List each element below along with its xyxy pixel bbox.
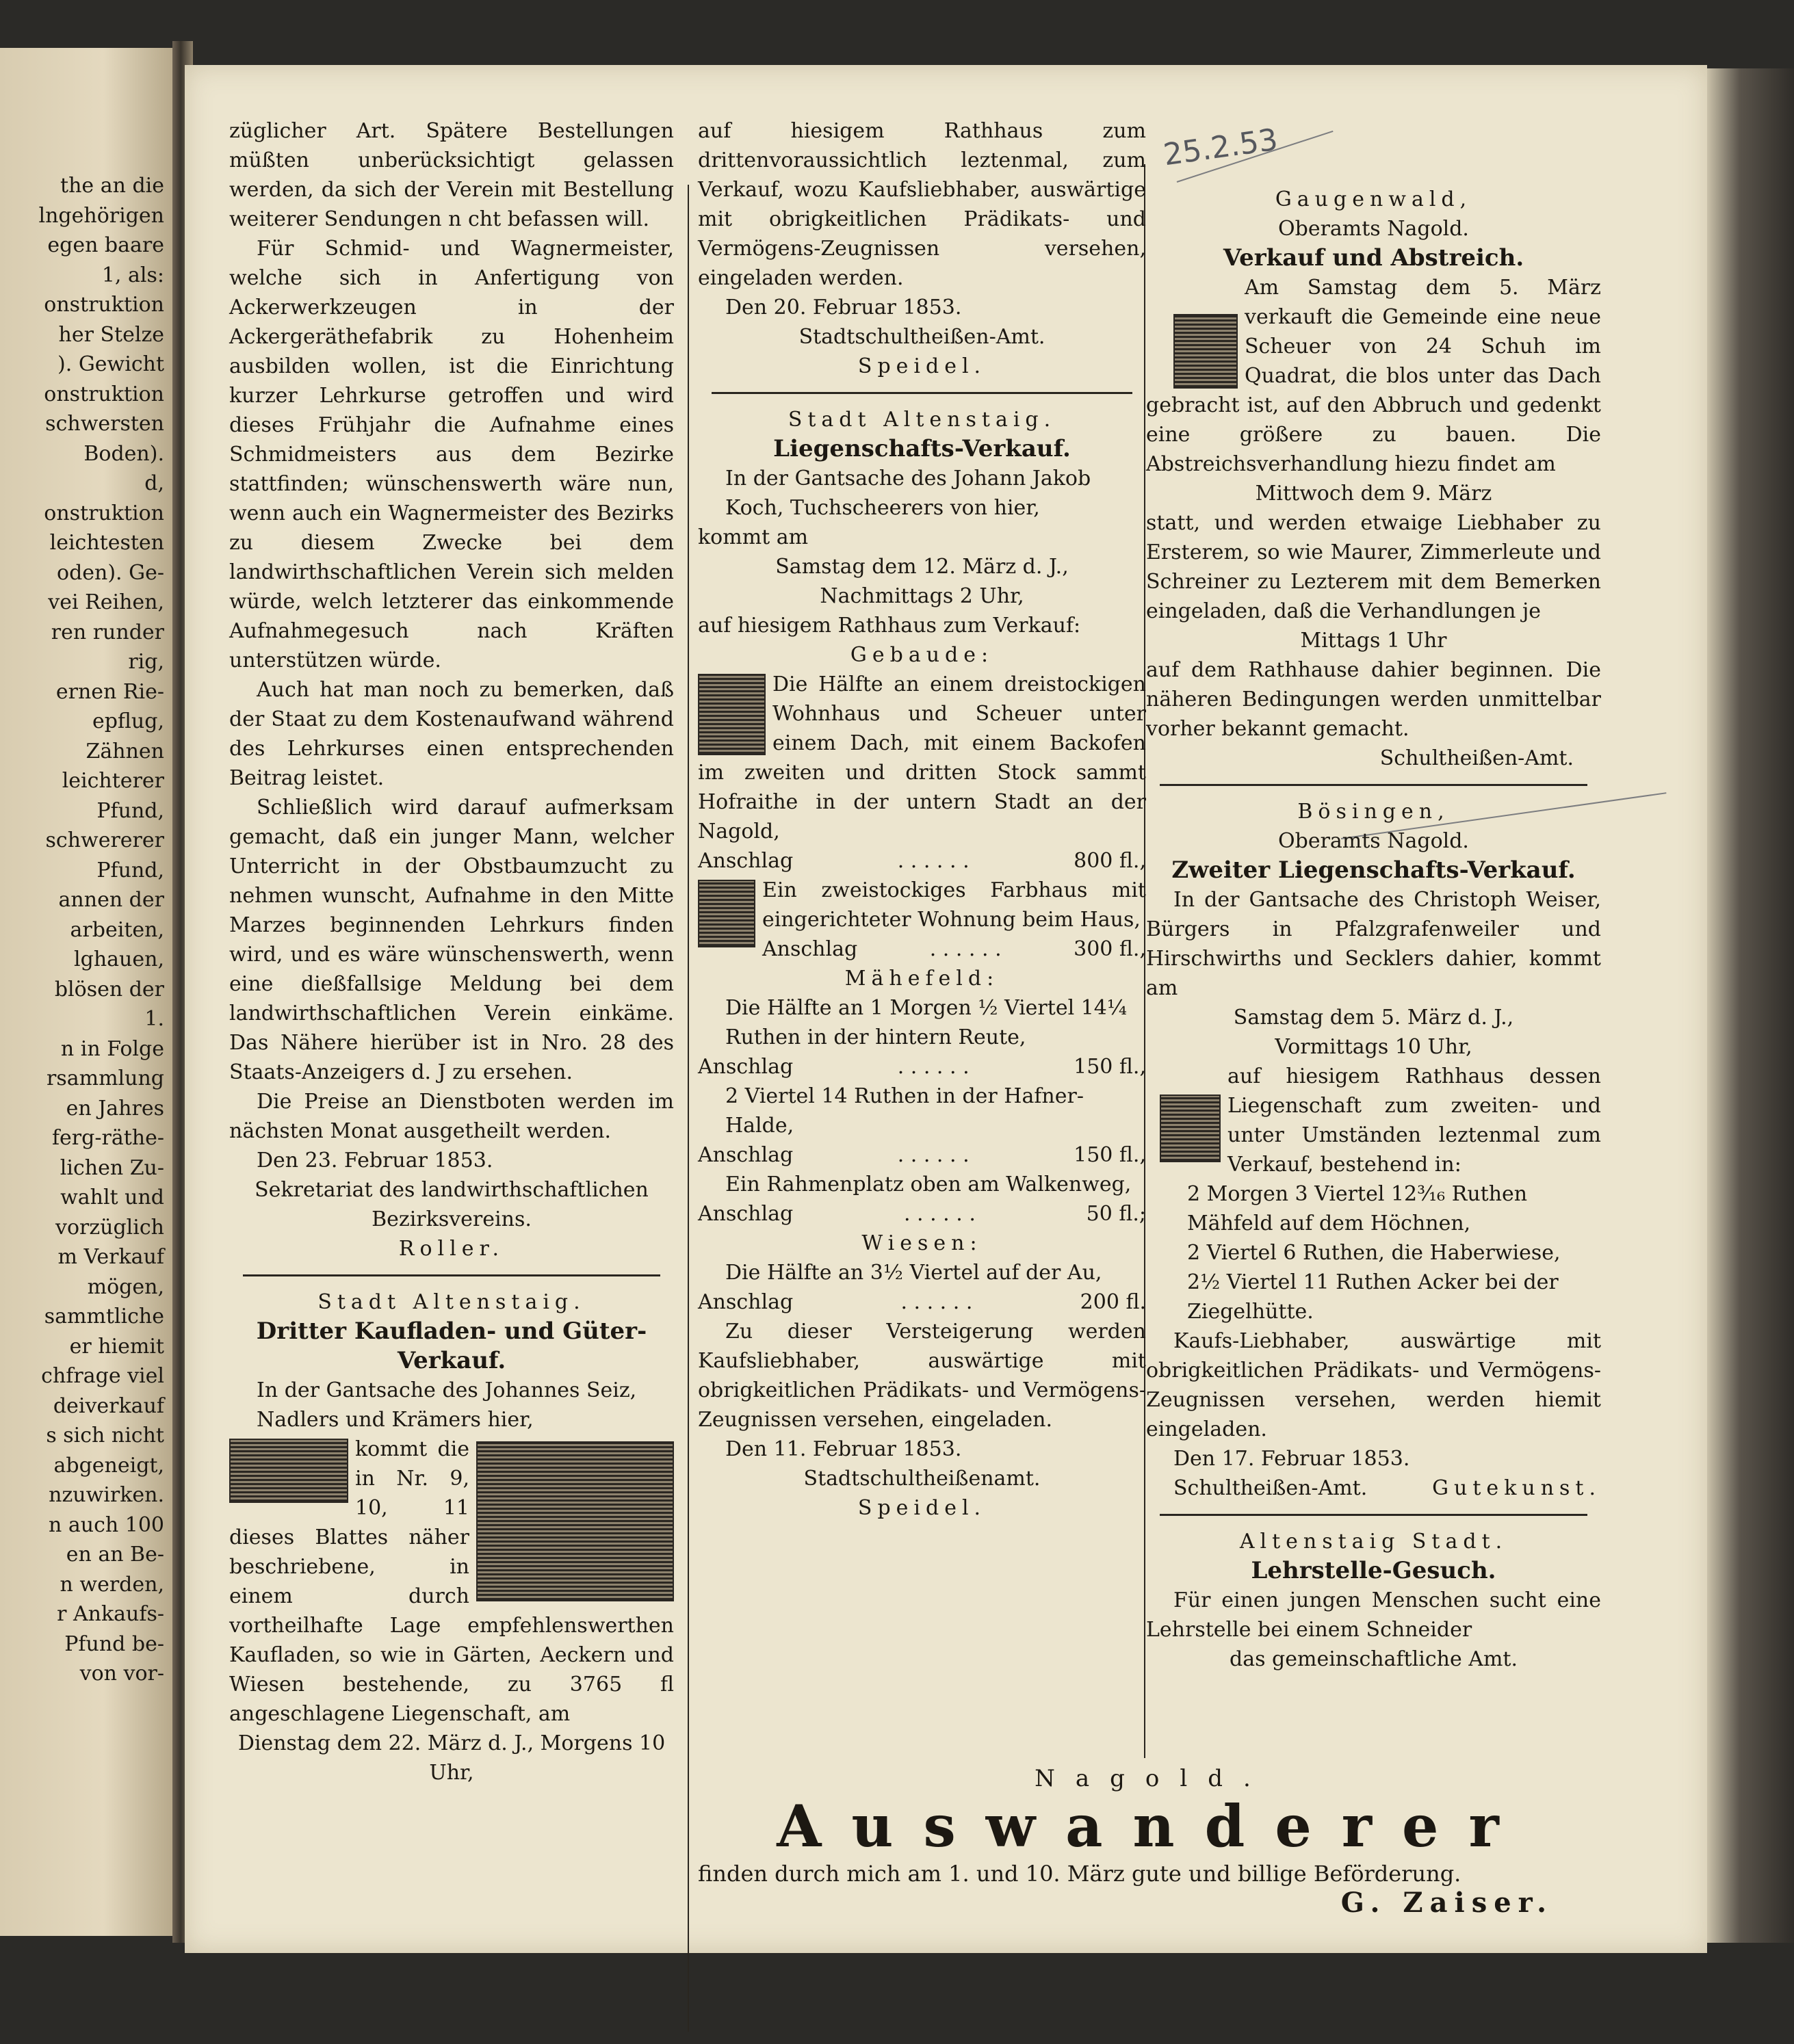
left-page-line: ). Gewicht xyxy=(57,352,164,376)
left-page-line: Pfund be- xyxy=(64,1632,164,1656)
column-3 xyxy=(1146,185,1601,1674)
left-page-line: onstruktion xyxy=(44,382,164,406)
signature-row xyxy=(1146,1473,1601,1503)
left-page-line: chfrage viel xyxy=(41,1364,164,1388)
divider xyxy=(243,1274,660,1276)
price-row: Anschlag . . . . . . 150 fl., xyxy=(698,1055,1146,1079)
price-row: Anschlag . . . . . . 200 fl. xyxy=(698,1290,1146,1314)
left-page-line: n auch 100 xyxy=(49,1512,164,1537)
paragraph: Zu dieser Versteigerung werden Kaufsliebhaber, auswärtige mit obrigkeitlichen Prädikats- und Vermögens-Zeugnissen versehen, eingeladen. xyxy=(698,1320,1146,1432)
left-page-line: leichtesten xyxy=(49,531,164,555)
woodcut-shop-image xyxy=(476,1441,674,1601)
paragraph: In der Gantsache des Christoph Weiser, Bürgers in Pfalzgrafenweiler und Hirschwirths und Secklers dahier, kommt am xyxy=(1146,888,1601,1000)
column-divider-1 xyxy=(688,185,689,2032)
section-heading: Wiesen: xyxy=(861,1231,983,1255)
left-page-line: 1, als: xyxy=(101,263,164,287)
left-page-line: ferg-räthe- xyxy=(51,1126,164,1150)
divider xyxy=(1160,784,1587,786)
item: Die Hälfte an 3½ Viertel auf der Au, xyxy=(725,1261,1102,1285)
signature-name: Speidel. xyxy=(857,1496,987,1520)
price-row: Anschlag . . . . . . 50 fl.; xyxy=(698,1202,1146,1226)
signature: Sekretariat des landwirthschaftlichen Bezirksvereins. xyxy=(255,1178,649,1231)
woodcut-hand-image xyxy=(229,1439,348,1503)
time-line: Nachmittags 2 Uhr, xyxy=(820,584,1024,608)
left-page-line: the an die xyxy=(60,174,164,198)
paragraph: Schließlich wird darauf aufmerksam gemacht, daß ein junger Mann, welcher Unterricht in der Obstbaumzucht zu nehmen wunscht, Aufnahme in den Mitte Marzes beginnenden Lehrkurs finden wird, und es wäre wünschenswerth, wenn eine dießfallsige Meldung bei dem landwirthschaftlichen Verein einkäme. Das Nähere hierüber ist in Nro. 28 des Staats-Anzeigers d. J zu ersehen. xyxy=(229,796,674,1084)
date-line: Samstag dem 5. März d. J., xyxy=(1233,1006,1514,1030)
paragraph: Auch hat man noch zu bemerken, daß der Staat zu dem Kostenaufwand während des Lehrkurses einen entsprechenden Beitrag leistet. xyxy=(229,678,674,790)
paragraph: Für einen jungen Menschen sucht eine Lehrstelle bei einem Schneider xyxy=(1146,1588,1601,1642)
left-page-line: von vor- xyxy=(79,1662,164,1686)
text: kommt am xyxy=(698,525,809,549)
left-page-line: deiverkauf xyxy=(53,1393,164,1418)
left-page-line: en an Be- xyxy=(66,1543,164,1567)
paragraph: züglicher Art. Spätere Bestellungen müßten unberücksichtigt gelassen werden, da sich der Verein mit Bestellung weiterer Sendungen n cht befassen will. xyxy=(229,119,674,231)
signature: Schultheißen-Amt. xyxy=(1173,1476,1368,1500)
left-page-line: onstruktion xyxy=(44,501,164,525)
ad-place: Altenstaig Stadt. xyxy=(1239,1530,1508,1554)
signature: das gemeinschaftliche Amt. xyxy=(1230,1647,1518,1671)
ad-district: Oberamts Nagold. xyxy=(1278,829,1469,853)
woodcut-barn-image xyxy=(1173,314,1238,389)
date: Den 23. Februar 1853. xyxy=(257,1149,493,1172)
ad-title: Lehrstelle-Gesuch. xyxy=(1251,1557,1496,1584)
text: auf hiesigem Rathhaus zum Verkauf: xyxy=(698,614,1081,638)
ad-place: Gaugenwald, xyxy=(1275,187,1472,211)
left-page-line: vorzüglich xyxy=(55,1215,164,1240)
date: Den 20. Februar 1853. xyxy=(725,296,962,319)
left-page-line: ernen Rie- xyxy=(55,679,164,704)
left-page-line: s sich nicht xyxy=(46,1424,164,1447)
left-page-text xyxy=(0,171,171,1689)
left-page-line: 1. xyxy=(144,1007,164,1031)
left-page-line: rig, xyxy=(128,650,164,674)
woodcut-sign-image xyxy=(1160,1095,1221,1162)
left-page-line: n werden, xyxy=(60,1572,164,1597)
ad-body: finden durch mich am 1. und 10. März gute und billige Beförderung. xyxy=(698,1861,1461,1887)
price-row: Anschlag . . . . . . 300 fl., xyxy=(762,937,1146,961)
left-page-line: onstruktion xyxy=(44,293,164,317)
left-page-line: d, xyxy=(144,471,164,495)
ad-title: Dritter Kaufladen- und Güter-Verkauf. xyxy=(256,1318,647,1374)
date: Den 17. Februar 1853. xyxy=(1173,1447,1410,1471)
left-page-line: vei Reihen, xyxy=(48,590,164,614)
ad-title: Liegenschafts-Verkauf. xyxy=(773,435,1071,462)
ad-intro: In der Gantsache des Johann Jakob Koch, Tuchscheerers von hier, xyxy=(725,467,1091,520)
paragraph: Die Preise an Dienstboten werden im nächsten Monat ausgetheilt werden. xyxy=(229,1090,674,1143)
price-row: Anschlag . . . . . . 800 fl., xyxy=(698,849,1146,873)
left-page-line: r Ankaufs- xyxy=(57,1602,164,1626)
left-page-line: Boden). xyxy=(83,441,164,466)
left-page-line: Zähnen xyxy=(86,739,164,763)
left-page-line: schwersten xyxy=(45,412,164,436)
left-page-line: epflug, xyxy=(92,709,164,733)
item: 2 Viertel 14 Ruthen in der Hafner-Halde, xyxy=(725,1084,1084,1138)
ad-place: Bösingen, xyxy=(1297,800,1450,824)
ad-title: Zweiter Liegenschafts-Verkauf. xyxy=(1171,856,1576,884)
left-page-line: oden). Ge- xyxy=(57,560,164,585)
signature-name: Speidel. xyxy=(857,354,987,378)
paragraph: Am Samstag dem 5. März verkauft die Gemeinde eine neue Scheuer von 24 Schuh im Quadrat, die blos unter das Dach gebracht ist, auf den Abbruch und gedenkt eine größere zu bauen. Die Abstreichsverhandlung hiezu findet am xyxy=(1146,276,1601,476)
date-line: Samstag dem 12. März d. J., xyxy=(775,555,1069,579)
date: Den 11. Februar 1853. xyxy=(725,1437,962,1461)
signature: Stadtschultheißen-Amt. xyxy=(798,325,1045,349)
ad-date: Dienstag dem 22. März d. J., Morgens 10 Uhr, xyxy=(237,1731,666,1785)
date-line: Mittwoch dem 9. März xyxy=(1255,482,1492,506)
ad-body: kommt die in Nr. 9, 10, 11 dieses Blattes näher beschriebene, in einem durch vortheilhafte Lage empfehlenswerthen Kaufladen, so wie in Gärten, Aeckern und Wiesen bestehende, zu 3765 fl angeschlagene Liegenschaft, am xyxy=(229,1437,674,1726)
item: Ein zweistockiges Farbhaus mit eingerichteter Wohnung beim Haus, xyxy=(698,876,1146,934)
ad-title: Auswanderer xyxy=(777,1792,1529,1860)
ad-place: Stadt Altenstaig. xyxy=(317,1290,586,1314)
left-page-line: m Verkauf xyxy=(57,1245,164,1269)
left-page-line: mögen, xyxy=(87,1274,164,1299)
item: Die Hälfte an einem dreistockigen Wohnhaus und Scheuer unter einem Dach, mit einem Backofen im zweiten und dritten Stock sammt Hofraithe in der untern Stadt an der Nagold, xyxy=(698,672,1146,843)
handwritten-note: 25.2.53 xyxy=(1161,122,1280,173)
left-page-line: blösen der xyxy=(54,977,164,1001)
ad-district: Oberamts Nagold. xyxy=(1278,217,1469,241)
paragraph: auf dem Rathhause dahier beginnen. Die näheren Bedingungen werden unmittelbar vorher bekannt gemacht. xyxy=(1146,658,1601,741)
woodcut-farbhaus-image xyxy=(698,880,755,947)
signature: Stadtschultheißenamt. xyxy=(803,1467,1041,1491)
ad-title: Verkauf und Abstreich. xyxy=(1223,244,1524,272)
left-page-line: n in Folge xyxy=(60,1036,164,1061)
left-page-line: Pfund, xyxy=(96,858,164,882)
paragraph: auf hiesigem Rathhaus dessen Liegenschaft zum zweiten- und unter Umständen leztenmal zum Verkauf, bestehend in: xyxy=(1146,1062,1601,1179)
paragraph: statt, und werden etwaige Liebhaber zu Ersterem, so wie Maurer, Zimmerleute und Schreiner zu Lezterem mit dem Bemerken eingeladen, daß die Verhandlungen je xyxy=(1146,511,1601,623)
left-page-line: her Stelze xyxy=(58,322,164,347)
left-page-line: abgeneigt, xyxy=(53,1453,164,1478)
left-page-line: lghauen, xyxy=(74,947,164,971)
left-page-line: Pfund, xyxy=(96,798,164,823)
woodcut-house-image xyxy=(698,674,766,755)
left-page-line: er hiemit xyxy=(69,1334,164,1359)
column-2 xyxy=(698,116,1146,1523)
section-heading: Gebaude: xyxy=(850,643,994,667)
ad-place: Nagold. xyxy=(1035,1765,1271,1792)
signature-name: Gutekunst. xyxy=(1432,1476,1601,1500)
divider xyxy=(1160,1514,1587,1516)
left-page-line: egen baare xyxy=(47,233,164,257)
left-page-line: ren runder xyxy=(51,620,164,644)
ad-signature: G. Zaiser. xyxy=(1340,1887,1553,1919)
time-line: Mittags 1 Uhr xyxy=(1300,629,1447,653)
left-page-line: rsammlung xyxy=(47,1066,164,1090)
paragraph: auf hiesigem Rathhaus zum drittenvoraussichtlich leztenmal, zum Verkauf, wozu Kaufsliebhaber, auswärtige mit obrigkeitlichen Prädikats- und Vermögens-Zeugnissen versehen, eingeladen werden. xyxy=(698,119,1146,290)
paragraph: Kaufs-Liebhaber, auswärtige mit obrigkeitlichen Prädikats- und Vermögens-Zeugnissen versehen, werden hiemit eingeladen. xyxy=(1146,1329,1601,1441)
left-page-line: annen der xyxy=(58,888,164,912)
left-page-line: wahlt und xyxy=(60,1185,164,1209)
signature-name: Roller. xyxy=(398,1237,505,1261)
left-page-line: sammtliche xyxy=(44,1305,164,1328)
left-page-line: lngehörigen xyxy=(38,203,164,228)
ad-intro: In der Gantsache des Johannes Seiz, Nadlers und Krämers hier, xyxy=(257,1378,637,1432)
section-heading: Mähefeld: xyxy=(844,967,1000,991)
price-row: Anschlag . . . . . . 150 fl., xyxy=(698,1143,1146,1167)
left-page xyxy=(0,48,172,1936)
divider xyxy=(712,392,1132,394)
left-page-line: en Jahres xyxy=(66,1096,164,1121)
column-1 xyxy=(229,116,674,1787)
item: Ein Rahmenplatz oben am Walkenweg, xyxy=(725,1172,1132,1196)
left-page-line: leichterer xyxy=(62,769,164,793)
left-page-line: nzuwirken. xyxy=(49,1483,164,1507)
list-item: 2 Morgen 3 Viertel 12³⁄₁₆ Ruthen Mähfeld auf dem Höchnen, xyxy=(1187,1182,1528,1235)
list-item: 2½ Viertel 11 Ruthen Acker bei der Ziegelhütte. xyxy=(1187,1270,1559,1324)
paragraph: Für Schmid- und Wagnermeister, welche sich in Anfertigung von Ackerwerkzeugen in der Ackergeräthefabrik zu Hohenheim ausbilden wollen, ist die Einrichtung kurzer Lehrkurse getroffen und wird dieses Frühjahr die Aufnahme eines Schmidmeisters aus dem Bezirke stattfinden; wünschenswerth wäre nun, wenn auch ein Wagnermeister des Bezirks zu diesem Zwecke bei dem landwirthschaftlichen Verein sich melden würde, welch letzterer das einkommende Aufnahmegesuch nach Kräften unterstützen würde. xyxy=(229,237,674,672)
left-page-line: arbeiten, xyxy=(70,917,164,942)
time-line: Vormittags 10 Uhr, xyxy=(1275,1035,1472,1059)
list-item: 2 Viertel 6 Ruthen, die Haberwiese, xyxy=(1187,1241,1561,1265)
left-page-line: schwererer xyxy=(45,828,164,852)
signature: Schultheißen-Amt. xyxy=(1379,746,1574,770)
book-edge xyxy=(1704,68,1794,1943)
ad-place: Stadt Altenstaig. xyxy=(788,408,1056,432)
item: Die Hälfte an 1 Morgen ½ Viertel 14¼ Ruthen in der hintern Reute, xyxy=(725,996,1127,1049)
emigrant-ad xyxy=(698,1765,1608,1919)
left-page-line: lichen Zu- xyxy=(60,1155,164,1180)
